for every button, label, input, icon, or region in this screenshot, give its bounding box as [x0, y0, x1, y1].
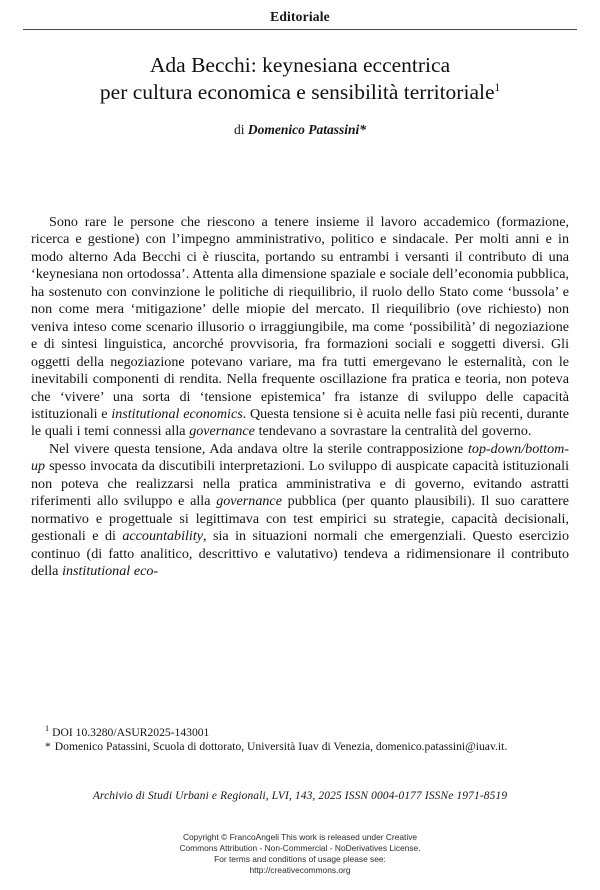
byline-prefix: di [233, 122, 248, 137]
byline [18, 122, 582, 138]
byline-author: Domenico Patassini* [247, 122, 367, 137]
footnotes-block [31, 726, 569, 754]
copyright-url[interactable]: http://creativecommons.org [249, 865, 351, 875]
footnote-item [31, 726, 569, 740]
page-header [0, 0, 600, 30]
copyright-line-3: For terms and conditions of usage please see: [214, 854, 386, 864]
footnote-marker: * [45, 740, 51, 754]
footnote-text: DOI 10.3280/ASUR2025-143001 [52, 726, 210, 739]
page-title-line-2 [18, 79, 582, 106]
copyright-line-1: Copyright © FrancoAngeli This work is released under Creative [182, 832, 418, 842]
footnote-marker: 1 [45, 724, 50, 734]
footnote-item [31, 740, 569, 754]
article-body [31, 214, 569, 581]
title-block [0, 52, 600, 138]
page-title-line-1: Ada Becchi: keynesiana eccentrica [149, 53, 451, 77]
footnote-text: Domenico Patassini, Scuola di dottorato, Università Iuav di Venezia, domenico.patassini@iuav.it. [54, 740, 508, 754]
copyright-line-2: Commons Attribution - Non-Commercial - NoDerivatives License. [179, 843, 421, 853]
header-rule [23, 29, 577, 30]
body-paragraph-1: Sono rare le persone che riescono a tenere insieme il lavoro accademico (formazione, ricerca e gestione) con l’impegno amministrativo, politico e sindacale. Per molti anni e in modo alterno Ada Becchi ci è riuscita, portando su entrambi i versanti il contributo di una ‘keynesiana non ortodossa’. Attenta alla dimensione spaziale e sociale dell’economia pubblica, ha sostenuto con convinzione le politiche di riequilibrio, il ruolo dello Stato come ‘bussola’ e non come mera ‘mitigazione’ delle miopie del mercato. Il riequilibrio (ove richiesto) non veniva inteso come scenario illusorio o irraggiungibile, ma come ‘possibilità’ di negoziazione e di sintesi linguistica, ancorché provvisoria, fra formazioni sociali e soggetti diversi. Gli oggetti della negoziazione potevano variare, ma fra tutti emergevano le esternalità, con le inevitabili componenti di rendita. Nella frequente oscillazione fra pratica e teoria, non poteva che ‘vivere’ una sorta di ‘tensione epistemica’ fra istanze di sviluppo delle capacità istituzionali e institutional economics. Questa tensione si è acuita nelle fasi più recenti, durante le quali i temi connessi alla governance tendevano a sovrastare la centralità del governo. [31, 214, 569, 440]
page-title-line-2-text: per cultura economica e sensibilità territoriale [99, 80, 495, 104]
title-footnote-marker[interactable]: 1 [494, 81, 501, 94]
running-head: Editoriale [270, 9, 330, 24]
copyright-notice [0, 832, 600, 876]
body-paragraph-2: Nel vivere questa tensione, Ada andava oltre la sterile contrapposizione top-down/bottom-up spesso invocata da discutibili interpretazioni. Lo sviluppo di auspicate capacità istituzionali non poteva che realizzarsi nella pratica amministrativa e di governo, evitando astratti riferimenti allo sviluppo e alla governance pubblica (per quanto plausibili). Il suo carattere normativo e progettuale si legittimava con test empirici su strategie, capacità decisionali, gestionali e di accountability, sia in situazioni normali che emergenziali. Questo esercizio continuo (di fatto analitico, descrittivo e valutativo) tendeva a ridimensionare il contributo della institutional eco- [31, 440, 569, 580]
journal-citation: Archivio di Studi Urbani e Regionali, LVI, 143, 2025 ISSN 0004-0177 ISSNe 1971-8519 [92, 790, 508, 802]
